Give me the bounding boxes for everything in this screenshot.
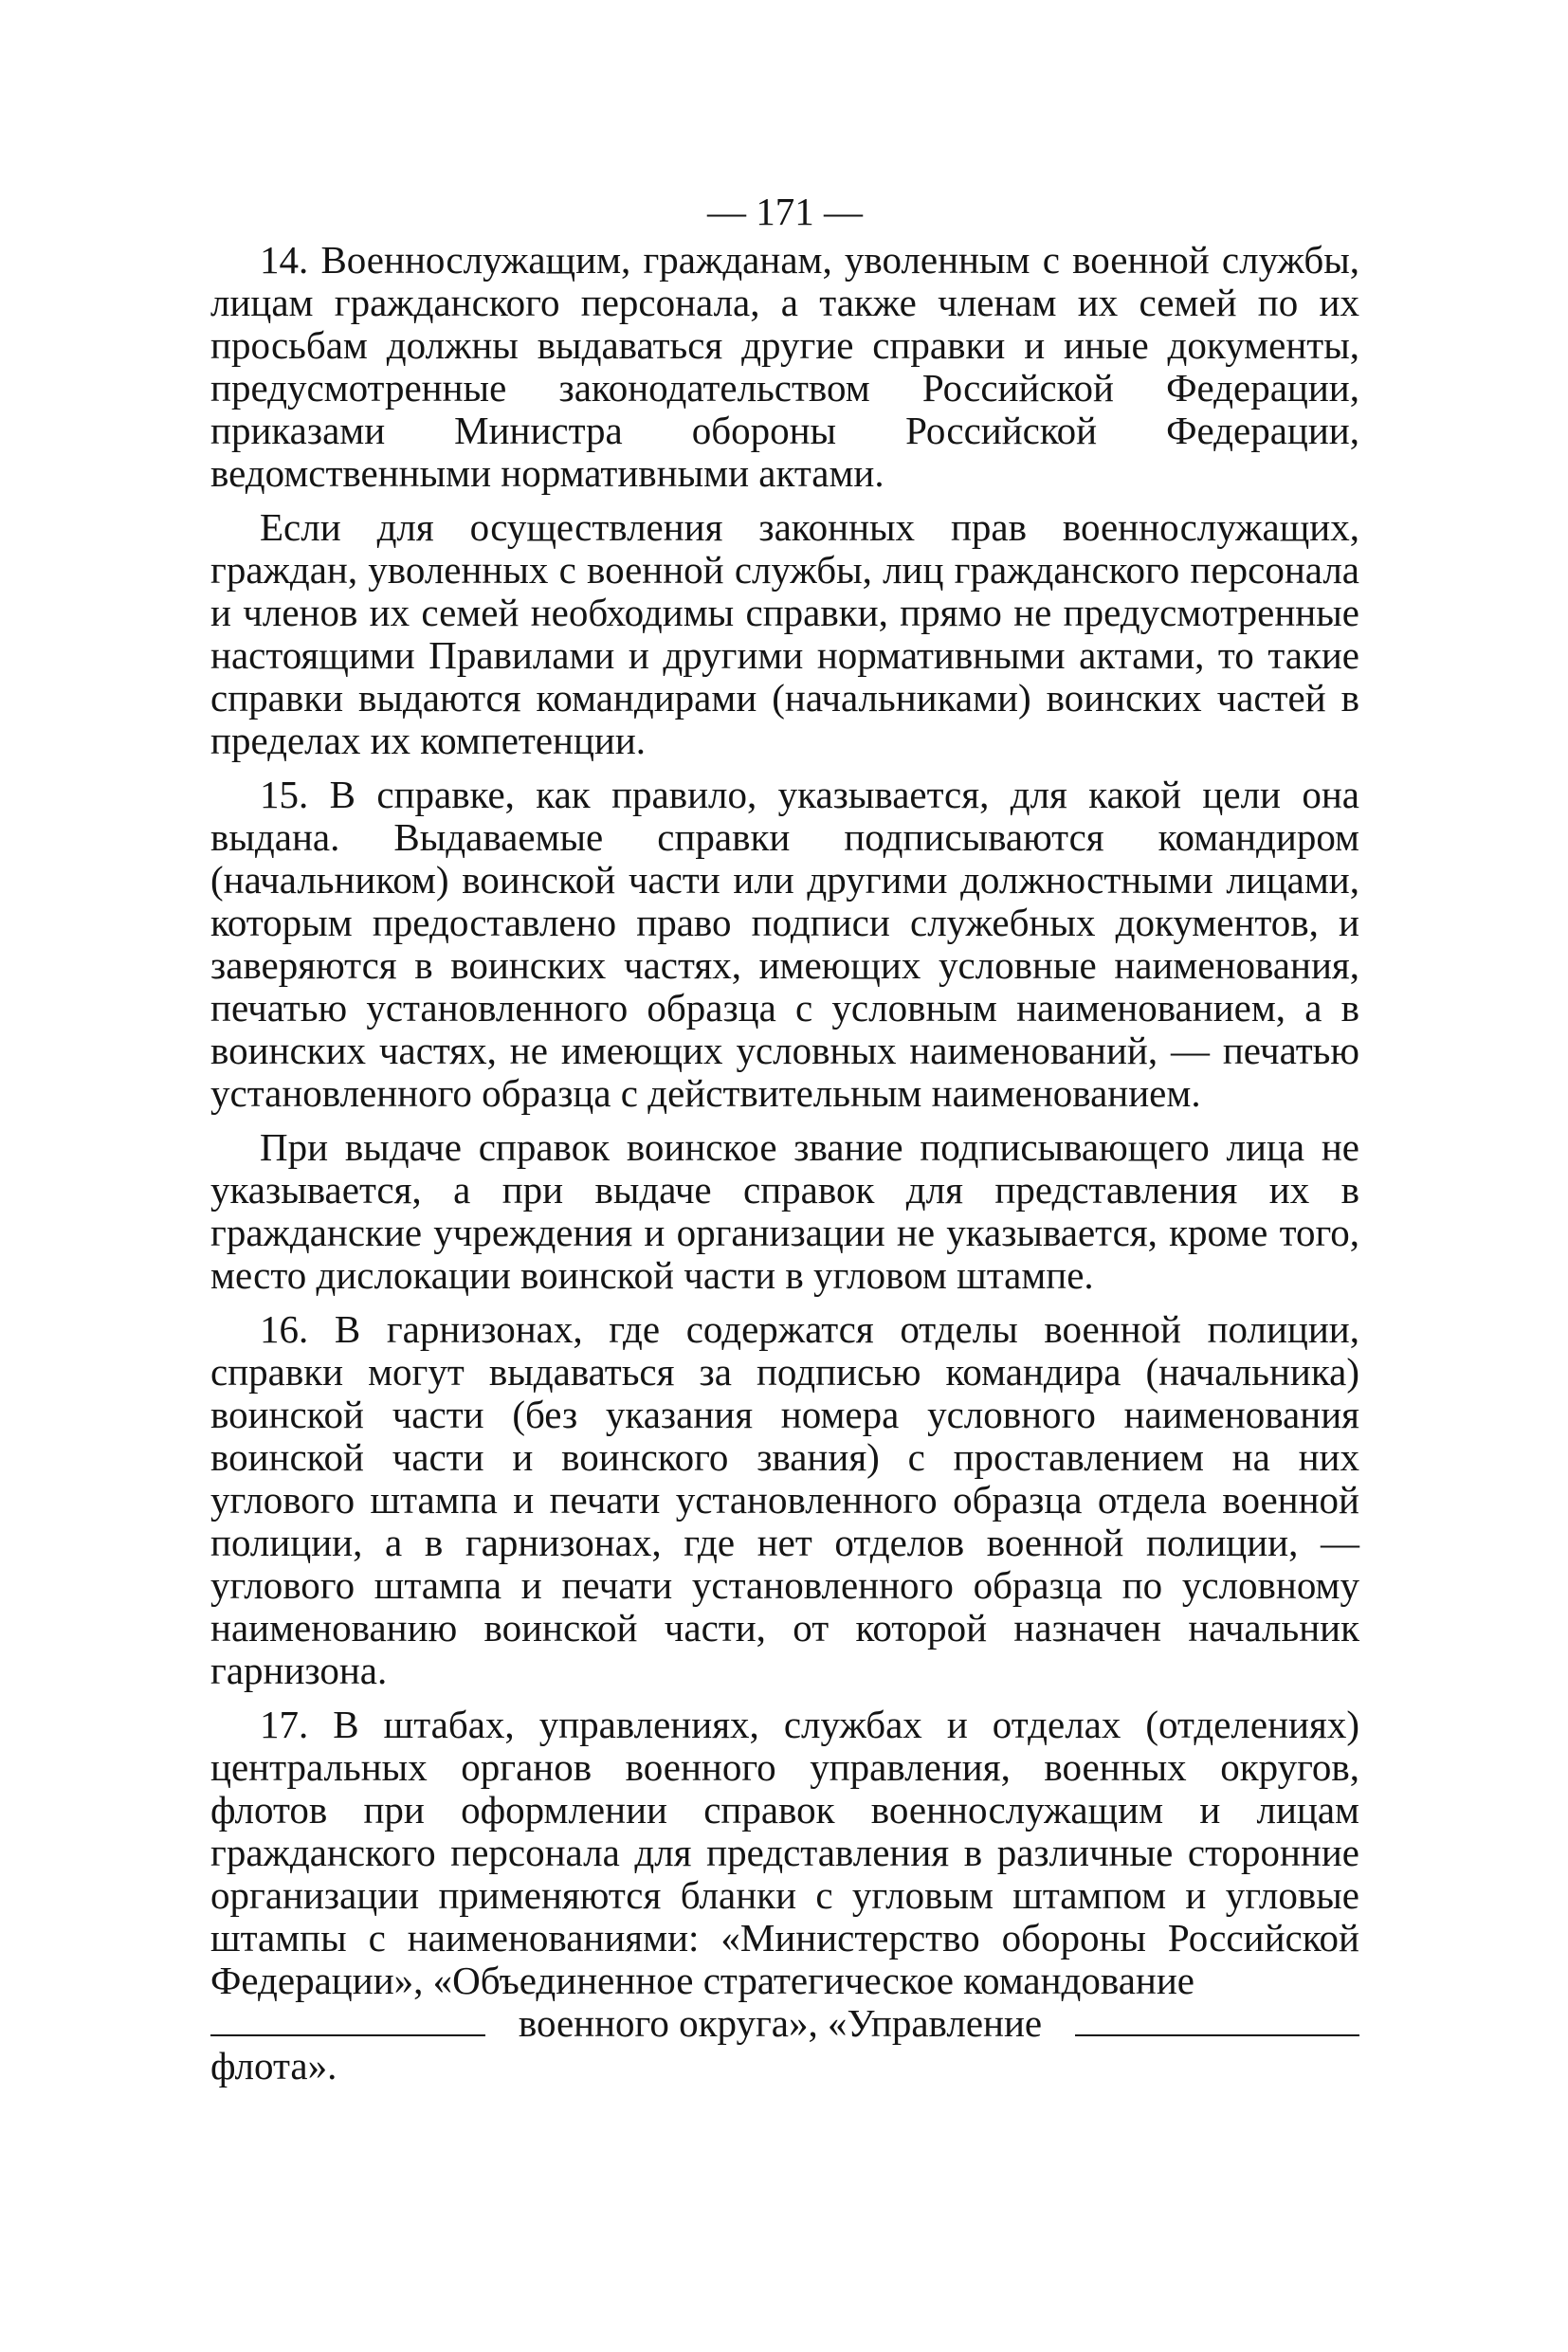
blank-line-middle-text: военного округа», «Управление <box>518 2001 1043 2045</box>
document-page <box>210 188 1359 2088</box>
blank-line-district <box>210 2006 485 2036</box>
page-number: — 171 — <box>707 190 863 233</box>
blank-line-fleet <box>1075 2006 1359 2036</box>
paragraph-15-continued: При выдаче справок воинское звание подписывающего лица не указывается, а при выдаче справок для представления их в гражданские учреждения и организации не указывается, кроме того, место дислокации воинской части в угловом штампе. <box>210 1125 1359 1297</box>
paragraph-17: 17. В штабах, управлениях, службах и отделах (отделениях) центральных органов военного управления, военных округов, флотов при оформлении справок военнослужащим и лицам гражданского персонала для представления в различные сторонние организации применяются бланки с угловым штампом и угловые штампы с наименованиями: «Министерство обороны Российской Федерации», «Объединенное стратегическое командование <box>210 1703 1359 2002</box>
paragraph-16: 16. В гарнизонах, где содержатся отделы военной полиции, справки могут выдаваться за подписью командира (начальника) воинской части (без указания номера условного наименования воинской части и воинского звания) с проставлением на них углового штампа и печати установленного образца отдела военной полиции, а в гарнизонах, где нет отделов военной полиции, — углового штампа и печати установленного образца по условному наименованию воинской части, от которой назначен начальник гарнизона. <box>210 1307 1359 1692</box>
paragraph-14-continued: Если для осуществления законных прав военнослужащих, граждан, уволенных с военной службы, лиц гражданского персонала и членов их семей необходимы справки, прямо не предусмотренные настоящими Правилами и другими нормативными актами, то такие справки выдаются командирами (начальниками) воинских частей в пределах их компетенции. <box>210 505 1359 762</box>
paragraph-14: 14. Военнослужащим, гражданам, уволенным с военной службы, лицам гражданского персонала, а также членам их семей по их просьбам должны выдаваться другие справки и иные документы, предусмотренные законодательством Российской Федерации, приказами Министра обороны Российской Федерации, ведомственными нормативными актами. <box>210 238 1359 495</box>
tail-text: флота». <box>210 2044 337 2088</box>
paragraph-15: 15. В справке, как правило, указывается, для какой цели она выдана. Выдаваемые справки подписываются командиром (начальником) воинской части или другими должностными лицами, которым предоставлено право подписи служебных документов, и заверяются в воинских частях, имеющих условные наименования, печатью установленного образца с условным наименованием, а в воинских частях, не имеющих условных наименований, — печатью установленного образца с действительным наименованием. <box>210 773 1359 1115</box>
blank-fill-row <box>210 2002 1359 2045</box>
